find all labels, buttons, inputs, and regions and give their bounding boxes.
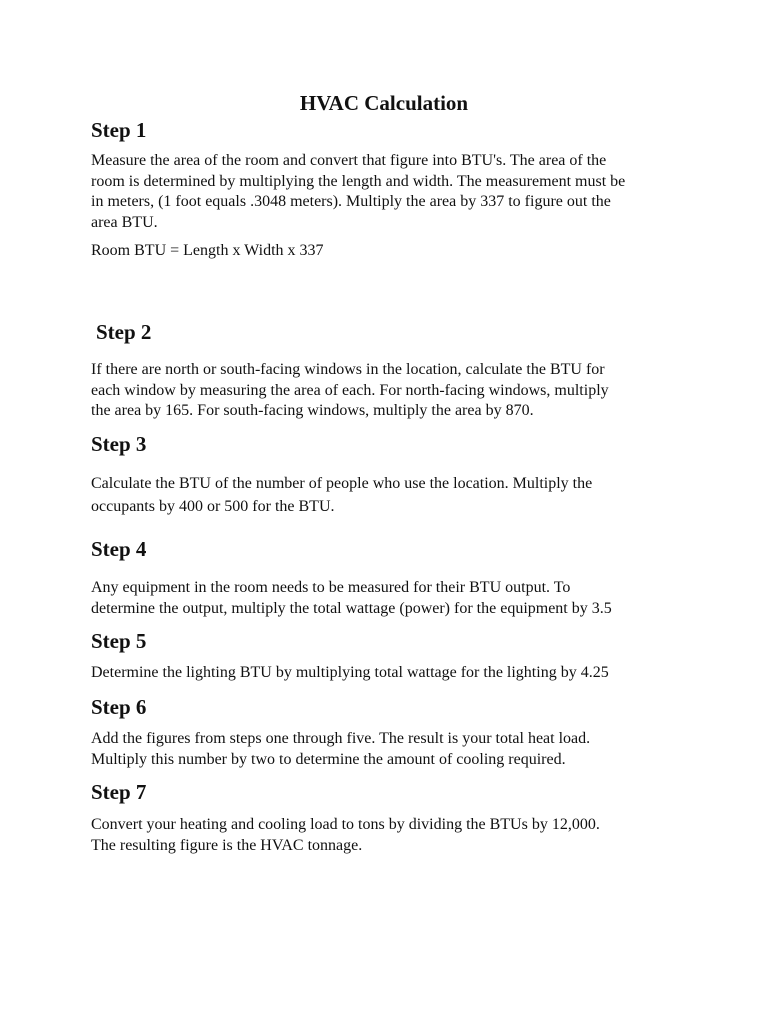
paragraph-line: Add the figures from steps one through five. The result is your total heat load. — [91, 730, 591, 747]
paragraph-line: Multiply this number by two to determine the amount of cooling required. — [91, 750, 566, 768]
room-btu-formula: Room BTU = Length x Width x 337 — [91, 242, 324, 259]
paragraph-line: The resulting figure is the HVAC tonnage. — [91, 836, 363, 854]
paragraph-line: Measure the area of the room and convert that figure into BTU's. The area of the — [91, 152, 607, 169]
paragraph-line: occupants by 400 or 500 for the BTU. — [91, 498, 335, 515]
paragraph-line: determine the output, multiply the total wattage (power) for the equipment by 3.5 — [91, 599, 612, 617]
step-2-heading: Step 2 — [96, 320, 152, 344]
paragraph-line: Calculate the BTU of the number of people who use the location. Multiply the — [91, 475, 593, 492]
paragraph-line: in meters, (1 foot equals .3048 meters). Multiply the area by 337 to figure out the — [91, 193, 611, 210]
step-3-paragraph — [91, 472, 671, 518]
paragraph-line: Any equipment in the room needs to be measured for their BTU output. To — [91, 579, 571, 596]
step-1-heading: Step 1 — [91, 118, 147, 142]
step-6-paragraph — [91, 729, 671, 770]
step-7-heading: Step 7 — [91, 780, 147, 804]
paragraph-line: area BTU. — [91, 213, 158, 231]
step-3-heading: Step 3 — [91, 432, 147, 456]
step-7-paragraph — [91, 815, 671, 856]
step-6-heading: Step 6 — [91, 695, 147, 719]
paragraph-line: the area by 165. For south-facing windows, multiply the area by 870. — [91, 402, 534, 419]
paragraph-line: If there are north or south-facing windows in the location, calculate the BTU for — [91, 361, 605, 378]
step-4-paragraph — [91, 578, 671, 619]
step-5-heading: Step 5 — [91, 629, 147, 653]
step-5-paragraph — [91, 663, 671, 684]
step-2-paragraph — [91, 360, 671, 422]
paragraph-line: room is determined by multiplying the length and width. The measurement must be — [91, 172, 626, 190]
page-title: HVAC Calculation — [299, 91, 469, 115]
paragraph-line: Determine the lighting BTU by multiplying total wattage for the lighting by 4.25 — [91, 664, 609, 681]
step-1-paragraph — [91, 151, 671, 233]
paragraph-line: each window by measuring the area of each. For north-facing windows, multiply — [91, 381, 609, 399]
step-4-heading: Step 4 — [91, 537, 147, 561]
paragraph-line: Convert your heating and cooling load to tons by dividing the BTUs by 12,000. — [91, 816, 600, 833]
